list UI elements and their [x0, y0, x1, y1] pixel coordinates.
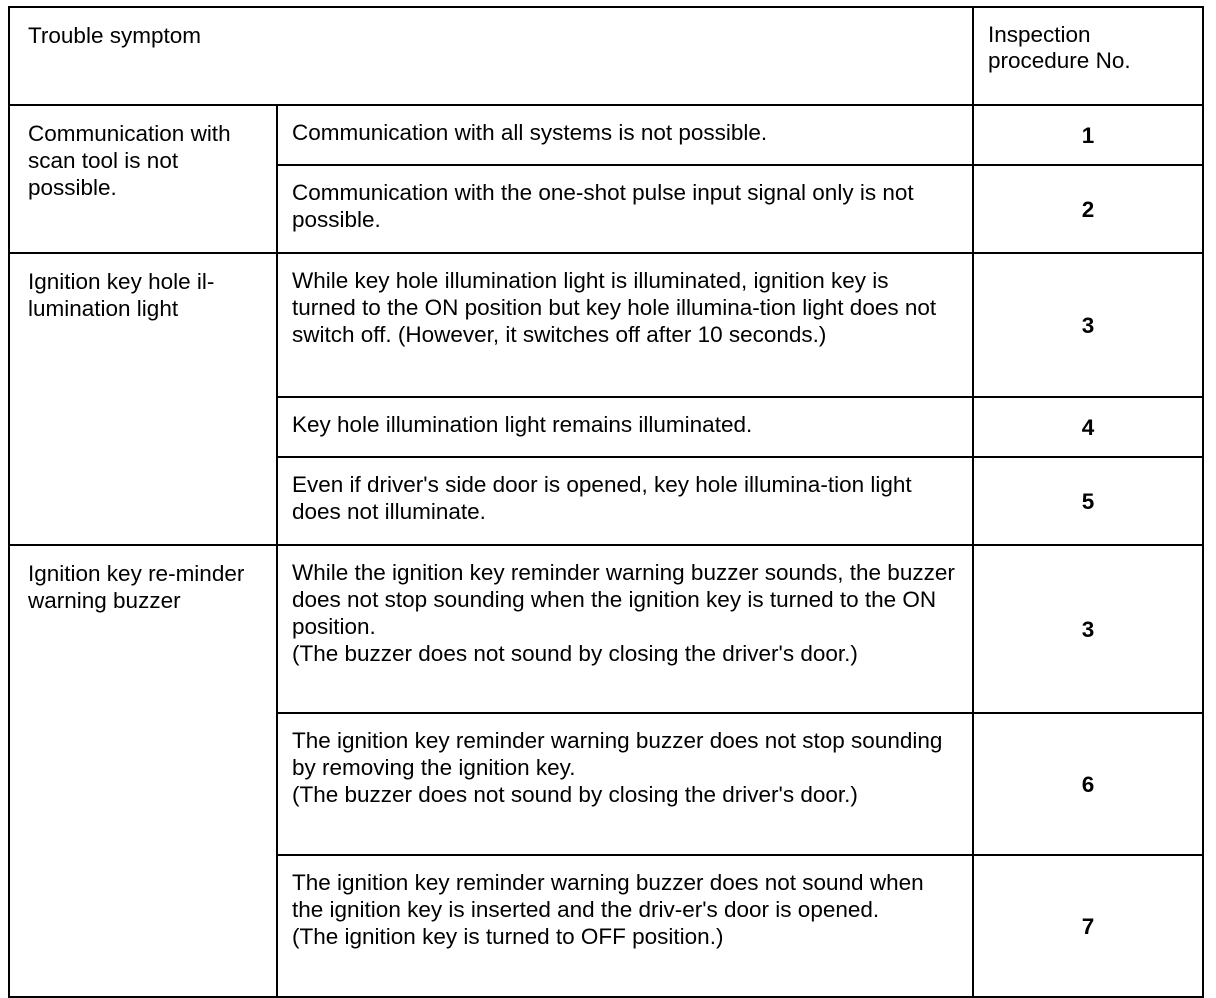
procedure-number: 6 — [973, 713, 1203, 855]
group-label-illumination-light: Ignition key hole il-lumination light — [9, 253, 277, 545]
symptom-text: The ignition key reminder warning buzzer does not sound when the ignition key is inserted and the driv-er's door is opened. — [292, 870, 924, 922]
symptom-description — [277, 713, 973, 855]
header-procedure-line1: Inspection — [988, 22, 1091, 47]
procedure-number: 2 — [973, 165, 1203, 253]
symptom-description: Even if driver's side door is opened, key hole illumina-tion light does not illuminate. — [277, 457, 973, 545]
group-label-warning-buzzer: Ignition key re-minder warning buzzer — [9, 545, 277, 997]
procedure-number: 7 — [973, 855, 1203, 997]
header-inspection-procedure — [973, 7, 1203, 105]
table-row — [9, 253, 1203, 397]
symptom-text: The ignition key reminder warning buzzer does not stop sounding by removing the ignition key. — [292, 728, 943, 780]
symptom-description — [277, 855, 973, 997]
header-procedure-line2: procedure No. — [988, 48, 1131, 73]
procedure-number: 4 — [973, 397, 1203, 457]
procedure-number: 5 — [973, 457, 1203, 545]
header-row — [9, 7, 1203, 105]
group-label-communication: Communication with scan tool is not possible. — [9, 105, 277, 253]
table-row — [9, 545, 1203, 713]
symptom-description: While key hole illumination light is illuminated, ignition key is turned to the ON position but key hole illumina-tion light does not switch off. (However, it switches off after 10 seconds.) — [277, 253, 973, 397]
symptom-description — [277, 545, 973, 713]
header-trouble-symptom: Trouble symptom — [9, 7, 973, 105]
procedure-number: 3 — [973, 545, 1203, 713]
procedure-number: 1 — [973, 105, 1203, 165]
symptom-description: Communication with the one-shot pulse input signal only is not possible. — [277, 165, 973, 253]
table-row — [9, 105, 1203, 165]
symptom-note: (The ignition key is turned to OFF position.) — [292, 924, 724, 949]
procedure-number: 3 — [973, 253, 1203, 397]
symptom-text: While the ignition key reminder warning buzzer sounds, the buzzer does not stop sounding when the ignition key is turned to the ON position. — [292, 560, 955, 639]
symptom-description: Communication with all systems is not possible. — [277, 105, 973, 165]
symptom-note: (The buzzer does not sound by closing the driver's door.) — [292, 641, 858, 666]
symptom-note: (The buzzer does not sound by closing the driver's door.) — [292, 782, 858, 807]
symptom-description: Key hole illumination light remains illuminated. — [277, 397, 973, 457]
trouble-symptom-table — [8, 6, 1204, 998]
